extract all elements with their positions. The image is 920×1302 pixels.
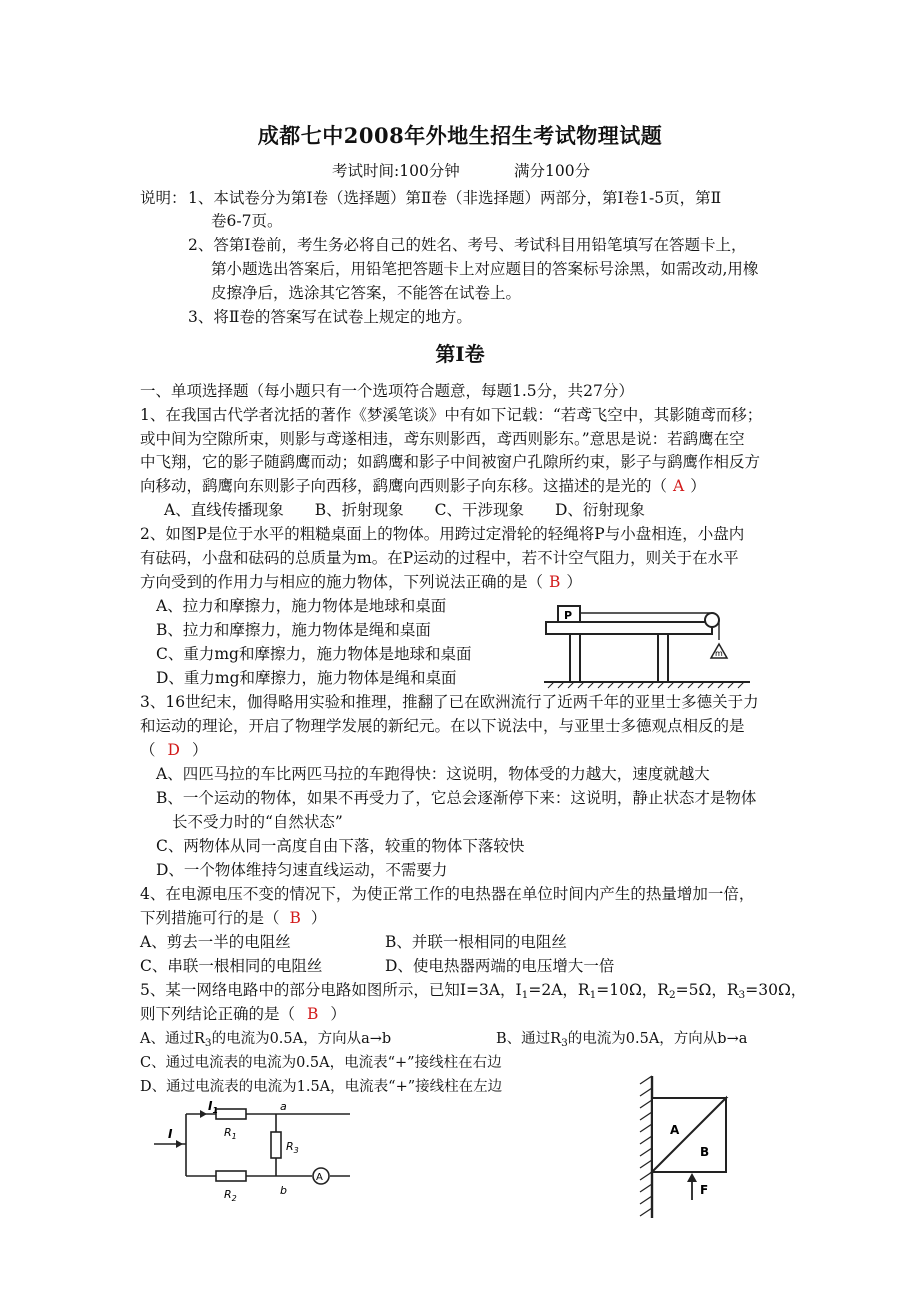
- instruction-2b: 第小题选出答案后，用铅笔把答题卡上对应题目的答案标号涂黑，如需改动,用橡: [211, 260, 759, 278]
- current-arrow-i: [176, 1140, 183, 1148]
- q5-line1: [140, 979, 806, 1006]
- q5-l1-d: =5Ω，R: [675, 981, 739, 999]
- label-r1-main: R: [224, 1126, 232, 1139]
- q5-option-d: D、通过电流表的电流为1.5A，电流表“+”接线柱在左边: [140, 1079, 503, 1095]
- wall-hatching: [640, 1076, 652, 1218]
- q5-l1-a: 5、某一网络电路中的部分电路如图所示，已知I=3A，I: [140, 981, 522, 999]
- q2-close: ）: [566, 573, 582, 591]
- q1-line1: 1、在我国古代学者沈括的著作《梦溪笔谈》中有如下记载：“若鸢飞空中，其影随鸢而移；: [140, 406, 763, 424]
- q2-line1: 2、如图P是位于水平的粗糙桌面上的物体。用跨过定滑轮的轻绳将P与小盘相连，小盘内: [140, 525, 745, 543]
- q5-l1-e: =30Ω，: [745, 981, 807, 999]
- q5-opt-b-sub: 3: [561, 1037, 568, 1049]
- q4-line2: [140, 907, 326, 929]
- q5-l1-sub3: 2: [668, 989, 676, 1001]
- exam-time: 考试时间:100分钟: [332, 162, 460, 180]
- q3-line3: [140, 739, 207, 761]
- q6-wall-blocks-figure: [630, 1072, 760, 1222]
- label-r2-main: R: [224, 1188, 232, 1201]
- q3-line1: 3、16世纪末，伽得略用实验和推理，推翻了已在欧洲流行了近两千年的亚里士多德关于力: [140, 693, 759, 711]
- q1-line4-text: 向移动，鹞鹰向东则影子向西移，鹞鹰向西则影子向东移。这描述的是光的（: [140, 477, 668, 495]
- q2-option-c: C、重力mg和摩擦力，施力物体是地球和桌面: [156, 645, 472, 663]
- section-title: 第Ⅰ卷: [435, 342, 485, 366]
- q5-line2: [140, 1003, 346, 1025]
- pulley: [705, 613, 719, 627]
- instruction-1a: 1、本试卷分为第Ⅰ卷（选择题）第Ⅱ卷（非选择题）两部分，第Ⅰ卷1-5页，第Ⅱ: [188, 189, 722, 207]
- q3-option-a: A、四匹马拉的车比两匹马拉的车跑得快：这说明，物体受的力越大，速度就越大: [156, 765, 710, 783]
- q3-option-c: C、两物体从同一高度自由下落，较重的物体下落较快: [156, 837, 525, 855]
- q4-option-c: C、串联一根相同的电阻丝: [140, 957, 323, 975]
- q4-option-a: A、剪去一半的电阻丝: [140, 933, 291, 951]
- q1-line2: 或中间为空隙所束，则影与鸢遂相违，鸢东则影西，鸢西则影东。”意思是说：若鹞鹰在空: [140, 430, 745, 448]
- force-f-arrowhead: [687, 1173, 697, 1182]
- q5-opt-a-sub: 3: [204, 1037, 212, 1049]
- q4-option-d: D、使电热器两端的电压增大一倍: [385, 957, 615, 975]
- instructions-label: 说明：: [140, 189, 187, 207]
- q3-line2: 和运动的理论，开启了物理学发展的新纪元。在以下说法中，与亚里士多德观点相反的是: [140, 717, 745, 735]
- q2-option-d: D、重力mg和摩擦力，施力物体是绳和桌面: [156, 669, 457, 687]
- block-b-label: B: [700, 1145, 710, 1159]
- q5-option-c: C、通过电流表的电流为0.5A，电流表“+”接线柱在右边: [140, 1055, 502, 1071]
- resistor-r1: [216, 1109, 246, 1119]
- q4-line2-text: 下列措施可行的是（: [140, 909, 280, 927]
- table-leg-left: [570, 634, 580, 682]
- q4-option-b: B、并联一根相同的电阻丝: [385, 933, 567, 951]
- current-arrow-i1: [200, 1110, 207, 1118]
- instruction-2a: 2、答第Ⅰ卷前，考生务必将自己的姓名、考号、考试科目用铅笔填写在答题卡上，: [188, 236, 747, 254]
- full-score: 满分100分: [514, 162, 591, 180]
- q1-line4: [140, 475, 706, 497]
- q5-l1-sub4: 3: [738, 989, 746, 1001]
- label-i1: [208, 1100, 218, 1115]
- q5-l1-b: =2A，R: [528, 981, 590, 999]
- resistor-r3: [271, 1132, 281, 1158]
- q5-answer: B: [307, 1005, 319, 1023]
- label-i1-sub: 1: [212, 1106, 219, 1115]
- q5-opt-a-b: 的电流为0.5A，方向从a→b: [211, 1031, 392, 1047]
- q1-close: ）: [690, 477, 706, 495]
- q5-close: ）: [330, 1005, 346, 1023]
- resistor-r2: [216, 1171, 246, 1181]
- q2-answer: B: [549, 573, 561, 591]
- label-r3-sub: 3: [293, 1146, 299, 1155]
- q5-l1-c: =10Ω，R: [596, 981, 669, 999]
- q4-close: ）: [310, 909, 327, 927]
- q3-option-b2: 长不受力时的“自然状态”: [172, 813, 343, 831]
- q2-option-a: A、拉力和摩擦力，施力物体是地球和桌面: [156, 597, 447, 615]
- q5-option-a: [140, 1028, 391, 1054]
- q4-answer: B: [289, 909, 301, 927]
- page-title: 成都七中2008年外地生招生考试物理试题: [257, 123, 663, 148]
- q2-table-pulley-figure: [540, 598, 755, 692]
- block-p-label: P: [564, 609, 573, 622]
- q5-opt-a-a: A、通过R: [140, 1031, 205, 1047]
- q2-line2: 有砝码，小盘和砝码的总质量为m。在P运动的过程中，若不计空气阻力，则关于在水平: [140, 549, 739, 567]
- table-top: [546, 622, 712, 634]
- instruction-1b: 卷6-7页。: [211, 212, 283, 230]
- label-r2: [224, 1188, 237, 1203]
- q5-line2-text: 则下列结论正确的是（: [140, 1005, 296, 1023]
- q1-answer: A: [673, 477, 685, 495]
- label-b: b: [280, 1184, 287, 1197]
- label-i: I: [168, 1127, 173, 1141]
- q5-circuit-figure: [150, 1100, 360, 1210]
- q4-line1: 4、在电源电压不变的情况下，为使正常工作的电热器在单位时间内产生的热量增加一倍，: [140, 885, 755, 903]
- q3-open: （: [140, 741, 156, 759]
- pan-label: m: [715, 649, 723, 658]
- label-a: a: [280, 1100, 287, 1113]
- q2-option-b: B、拉力和摩擦力，施力物体是绳和桌面: [156, 621, 431, 639]
- q5-l1-sub2: 1: [589, 989, 597, 1001]
- q5-option-b: [496, 1028, 747, 1054]
- label-r1-sub: 1: [231, 1132, 237, 1141]
- q2-line3-text: 方向受到的作用力与相应的施力物体，下列说法正确的是（: [140, 573, 544, 591]
- ammeter-label: A: [316, 1172, 323, 1183]
- q3-close: ）: [191, 741, 208, 759]
- instruction-2c: 皮擦净后，选涂其它答案，不能答在试卷上。: [211, 284, 522, 302]
- q3-answer: D: [167, 741, 180, 759]
- label-r1: [224, 1126, 237, 1141]
- label-r3-main: R: [286, 1140, 294, 1153]
- label-r2-sub: 2: [231, 1194, 237, 1203]
- label-r3: [286, 1140, 299, 1155]
- q3-option-b1: B、一个运动的物体，如果不再受力了，它总会逐渐停下来：这说明，静止状态才是物体: [156, 789, 757, 807]
- q5-opt-b-a: B、通过R: [496, 1031, 562, 1047]
- part1-heading: 一、单项选择题（每小题只有一个选项符合题意，每题1.5分，共27分）: [140, 382, 634, 400]
- q3-option-d: D、一个物体维持匀速直线运动，不需要力: [156, 861, 448, 879]
- block-a-label: A: [670, 1123, 680, 1137]
- label-i1-main: I: [208, 1100, 213, 1113]
- q2-line3: [140, 571, 582, 593]
- q1-options: A、直线传播现象 B、折射现象 C、干涉现象 D、衍射现象: [164, 501, 645, 519]
- force-f-label: F: [700, 1183, 709, 1197]
- q5-l1-sub1: 1: [521, 989, 529, 1001]
- q5-opt-b-b: 的电流为0.5A，方向从b→a: [567, 1031, 748, 1047]
- instruction-3: 3、将Ⅱ卷的答案写在试卷上规定的地方。: [188, 308, 472, 326]
- q1-line3: 中飞翔，它的影子随鹞鹰而动；如鹞鹰和影子中间被窗户孔隙所约束，影子与鹞鹰作相反方: [140, 453, 761, 471]
- table-leg-right: [658, 634, 668, 682]
